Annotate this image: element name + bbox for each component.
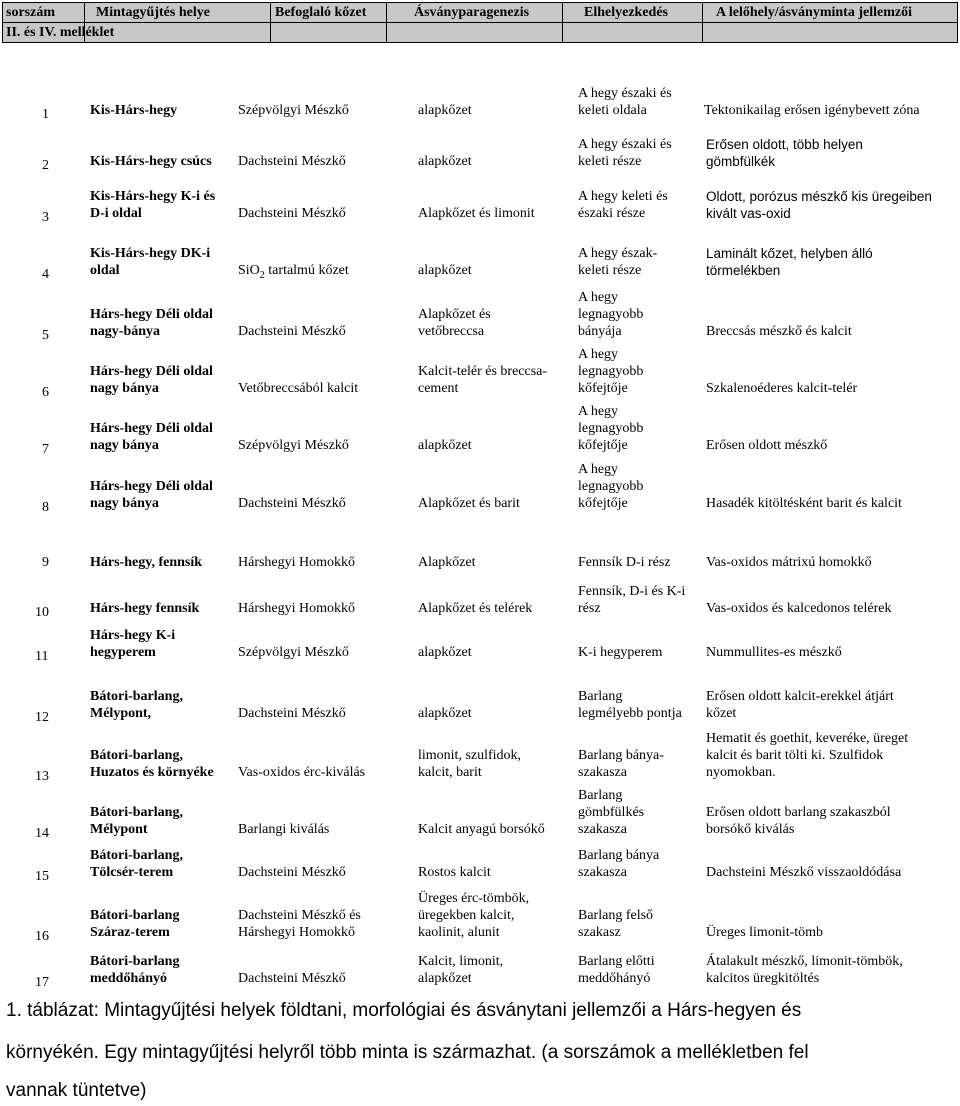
host-rock: Szépvölgyi Mészkő: [238, 103, 349, 118]
mineral-paragenesis: alapkőzet: [418, 971, 472, 986]
location: Barlang: [578, 689, 623, 704]
location: északi része: [578, 206, 646, 221]
site-description: Üreges limonit-tömb: [706, 925, 824, 940]
site-description: Átalakult mészkő, limonit-tömbök,: [706, 954, 903, 969]
row-number: 6: [42, 385, 49, 400]
site-description: Vas-oxidos és kalcedonos telérek: [706, 601, 892, 616]
sampling-place: Bátori-barlang,: [90, 689, 183, 704]
site-description: Tektonikailag erősen igénybevett zóna: [704, 103, 920, 118]
table-caption-line: környékén. Egy mintagyűjtési helyről több minta is származhat. (a sorszámok a mellékletben fel: [6, 1042, 809, 1063]
host-rock: Barlangi kiválás: [238, 822, 330, 837]
sampling-place: Bátori-barlang,: [90, 805, 183, 820]
mineral-paragenesis: alapkőzet: [418, 263, 472, 278]
sampling-place: nagy bánya: [90, 496, 159, 511]
row-number: 14: [35, 826, 49, 841]
location: szakasza: [578, 765, 627, 780]
site-description: kivált vas-oxid: [706, 206, 791, 221]
host-rock: Szépvölgyi Mészkő: [238, 438, 349, 453]
site-description: Nummullites-es mészkő: [706, 645, 842, 660]
host-rock: Dachsteini Mészkő: [238, 154, 346, 169]
location: A hegy északi és: [578, 137, 672, 152]
row-number: 10: [35, 605, 49, 620]
sampling-place: Kis-Hárs-hegy K-i és: [90, 189, 216, 204]
location: K-i hegyperem: [578, 645, 663, 660]
sampling-place: Bátori-barlang,: [90, 848, 183, 863]
site-description: Erősen oldott kalcit-erekkel átjárt: [706, 689, 894, 704]
row-number: 9: [42, 555, 49, 570]
location: Fennsík D-i rész: [578, 555, 671, 570]
location: A hegy északi és: [578, 86, 672, 101]
location: kőfejtője: [578, 381, 628, 396]
header-col-rock: Befoglaló kőzet: [275, 5, 367, 20]
row-number: 3: [42, 210, 49, 225]
sampling-place: nagy-bánya: [90, 324, 161, 339]
location: szakasza: [578, 865, 627, 880]
location: kőfejtője: [578, 496, 628, 511]
host-rock: Vetőbreccsából kalcit: [238, 381, 359, 396]
row-number: 13: [35, 769, 49, 784]
location: szakasz: [578, 925, 621, 940]
site-description: Erősen oldott, több helyen: [706, 137, 863, 152]
location: legnagyobb: [578, 364, 644, 379]
sampling-place: Huzatos és környéke: [90, 765, 214, 780]
host-rock: Hárshegyi Homokkő: [238, 601, 356, 616]
site-description: Hasadék kitöltésként barit és kalcit: [706, 496, 902, 511]
mineral-paragenesis: alapkőzet: [418, 438, 472, 453]
location: Barlang előtti: [578, 954, 655, 969]
sampling-place: Hárs-hegy Déli oldal: [90, 307, 213, 322]
table-caption-line: vannak tüntetve): [6, 1080, 147, 1101]
host-rock: Dachsteini Mészkő: [238, 324, 346, 339]
row-number: 1: [42, 107, 49, 122]
sampling-place: Száraz-terem: [90, 925, 170, 940]
host-rock: Hárshegyi Homokkő: [238, 555, 356, 570]
annex-reference: II. és IV. melléklet: [6, 25, 115, 40]
location: szakasza: [578, 822, 627, 837]
row-number: 8: [42, 500, 49, 515]
row-number: 11: [35, 649, 49, 664]
site-description: kalcit és barit tölti ki. Szulfidok: [706, 748, 884, 763]
site-description: nyomokban.: [706, 765, 776, 780]
row-number: 12: [35, 710, 49, 725]
mineral-paragenesis: alapkőzet: [418, 706, 472, 721]
header-col-location: Elhelyezkedés: [584, 5, 668, 20]
sampling-place: Bátori-barlang: [90, 954, 180, 969]
location: kőfejtője: [578, 438, 628, 453]
sampling-place: Bátori-barlang: [90, 908, 180, 923]
sampling-place: meddőhányó: [90, 971, 168, 986]
header-col-paragenesis: Ásványparagenezis: [414, 5, 530, 20]
mineral-paragenesis: alapkőzet: [418, 103, 472, 118]
mineral-paragenesis: Kalcit, limonit,: [418, 954, 504, 969]
location: Fennsík, D-i és K-i: [578, 584, 686, 599]
sampling-place: Hárs-hegy, fennsík: [90, 555, 203, 570]
host-rock-formula: SiO: [238, 263, 260, 278]
host-rock: Dachsteini Mészkő: [238, 706, 346, 721]
sampling-place: Hárs-hegy Déli oldal: [90, 479, 213, 494]
mineral-paragenesis: vetőbreccsa: [418, 324, 485, 339]
sampling-place: Hárs-hegy Déli oldal: [90, 364, 213, 379]
location: A hegy észak-: [578, 246, 658, 261]
mineral-paragenesis: Alapkőzet és telérek: [418, 601, 533, 616]
sampling-place: Kis-Hárs-hegy DK-i: [90, 246, 211, 261]
sampling-place: oldal: [90, 263, 120, 278]
sampling-place: Mélypont,: [90, 706, 152, 721]
location: legmélyebb pontja: [578, 706, 682, 721]
site-description: borsókő kiválás: [706, 822, 795, 837]
location: Barlang bánya-: [578, 748, 664, 763]
host-rock: Szépvölgyi Mészkő: [238, 645, 349, 660]
site-description: Erősen oldott barlang szakaszból: [706, 805, 891, 820]
location: bányája: [578, 324, 622, 339]
sampling-place: D-i oldal: [90, 206, 142, 221]
location: gömbfülkés: [578, 805, 645, 820]
mineral-paragenesis: üregekben kalcit,: [418, 908, 515, 923]
host-rock-subscript: 2: [259, 269, 265, 281]
location: A hegy: [578, 462, 619, 477]
sampling-place: Hárs-hegy Déli oldal: [90, 421, 213, 436]
location: keleti oldala: [578, 103, 647, 118]
mineral-paragenesis: Kalcit-telér és breccsa-: [418, 364, 548, 379]
sampling-place: Hárs-hegy fennsík: [90, 601, 200, 616]
host-rock: Hárshegyi Homokkő: [238, 925, 356, 940]
mineral-paragenesis: kalcit, barit: [418, 765, 482, 780]
mineral-paragenesis: Üreges érc-tömbök,: [418, 891, 530, 906]
sampling-place: Kis-Hárs-hegy csúcs: [90, 154, 212, 169]
row-number: 5: [42, 328, 49, 343]
site-description: Laminált kőzet, helyben álló: [706, 246, 873, 261]
mineral-paragenesis: Rostos kalcit: [418, 865, 491, 880]
mineral-paragenesis: Alapkőzet és barit: [418, 496, 520, 511]
location: keleti része: [578, 263, 642, 278]
row-number: 15: [35, 869, 49, 884]
location: A hegy: [578, 290, 619, 305]
host-rock-suffix: tartalmú kőzet: [264, 263, 349, 278]
mineral-paragenesis: cement: [418, 381, 459, 396]
host-rock: Dachsteini Mészkő: [238, 971, 346, 986]
mineral-paragenesis: Alapkőzet és: [418, 307, 491, 322]
sampling-place: Bátori-barlang,: [90, 748, 183, 763]
header-col-description: A lelőhely/ásványminta jellemzői: [716, 5, 912, 20]
site-description: Oldott, porózus mészkő kis üregeiben: [706, 189, 932, 204]
site-description: Dachsteini Mészkő visszaoldódása: [706, 865, 902, 880]
site-description: törmelékben: [706, 263, 781, 278]
location: A hegy: [578, 404, 619, 419]
location: rész: [578, 601, 601, 616]
row-number: 4: [42, 267, 49, 282]
table-caption-line: 1. táblázat: Mintagyűjtési helyek földtani, morfológiai és ásványtani jellemzői a Hárs-hegyen és: [6, 1000, 802, 1021]
host-rock: Dachsteini Mészkő: [238, 865, 346, 880]
mineral-paragenesis: Alapkőzet és limonit: [418, 206, 535, 221]
site-description: Szkalenoéderes kalcit-telér: [706, 381, 858, 396]
mineral-paragenesis: limonit, szulfidok,: [418, 748, 522, 763]
location: Barlang: [578, 788, 623, 803]
sampling-place: nagy bánya: [90, 438, 159, 453]
row-number: 2: [42, 158, 49, 173]
sampling-place: Tölcsér-terem: [90, 865, 174, 880]
row-number: 16: [35, 929, 49, 944]
location: Barlang felső: [578, 908, 654, 923]
location: A hegy keleti és: [578, 189, 668, 204]
location: legnagyobb: [578, 421, 644, 436]
site-description: Vas-oxidos mátrixú homokkő: [706, 555, 872, 570]
header-col-number: sorszám: [6, 5, 55, 20]
host-rock: Dachsteini Mészkő: [238, 206, 346, 221]
mineral-paragenesis: Kalcit anyagú borsókő: [418, 822, 545, 837]
mineral-paragenesis: kaolinit, alunit: [418, 925, 500, 940]
site-description: gömbfülkék: [706, 154, 776, 169]
site-description: kőzet: [706, 706, 737, 721]
row-number: 17: [35, 975, 49, 990]
location: A hegy: [578, 347, 619, 362]
location: keleti része: [578, 154, 642, 169]
sampling-place: Kis-Hárs-hegy: [90, 103, 178, 118]
site-description: kalcitos üregkitöltés: [706, 971, 820, 986]
site-description: Erősen oldott mészkő: [706, 438, 828, 453]
header-rule: [2, 22, 958, 23]
host-rock: Vas-oxidos érc-kiválás: [238, 765, 366, 780]
host-rock: Dachsteini Mészkő és: [238, 908, 361, 923]
location: legnagyobb: [578, 479, 644, 494]
mineral-paragenesis: alapkőzet: [418, 645, 472, 660]
row-number: 7: [42, 442, 49, 457]
location: legnagyobb: [578, 307, 644, 322]
location: Barlang bánya: [578, 848, 660, 863]
sampling-place: Mélypont: [90, 822, 148, 837]
sampling-place: nagy bánya: [90, 381, 159, 396]
mineral-paragenesis: Alapkőzet: [418, 555, 476, 570]
site-description: Hematit és goethit, keveréke, üreget: [706, 731, 909, 746]
host-rock: Dachsteini Mészkő: [238, 496, 346, 511]
sampling-place: Hárs-hegy K-i: [90, 628, 176, 643]
sampling-place: hegyperem: [90, 645, 156, 660]
mineral-paragenesis: alapkőzet: [418, 154, 472, 169]
location: meddőhányó: [578, 971, 651, 986]
header-col-place: Mintagyűjtés helye: [96, 5, 210, 20]
host-rock: [238, 262, 349, 284]
site-description: Breccsás mészkő és kalcit: [706, 324, 852, 339]
